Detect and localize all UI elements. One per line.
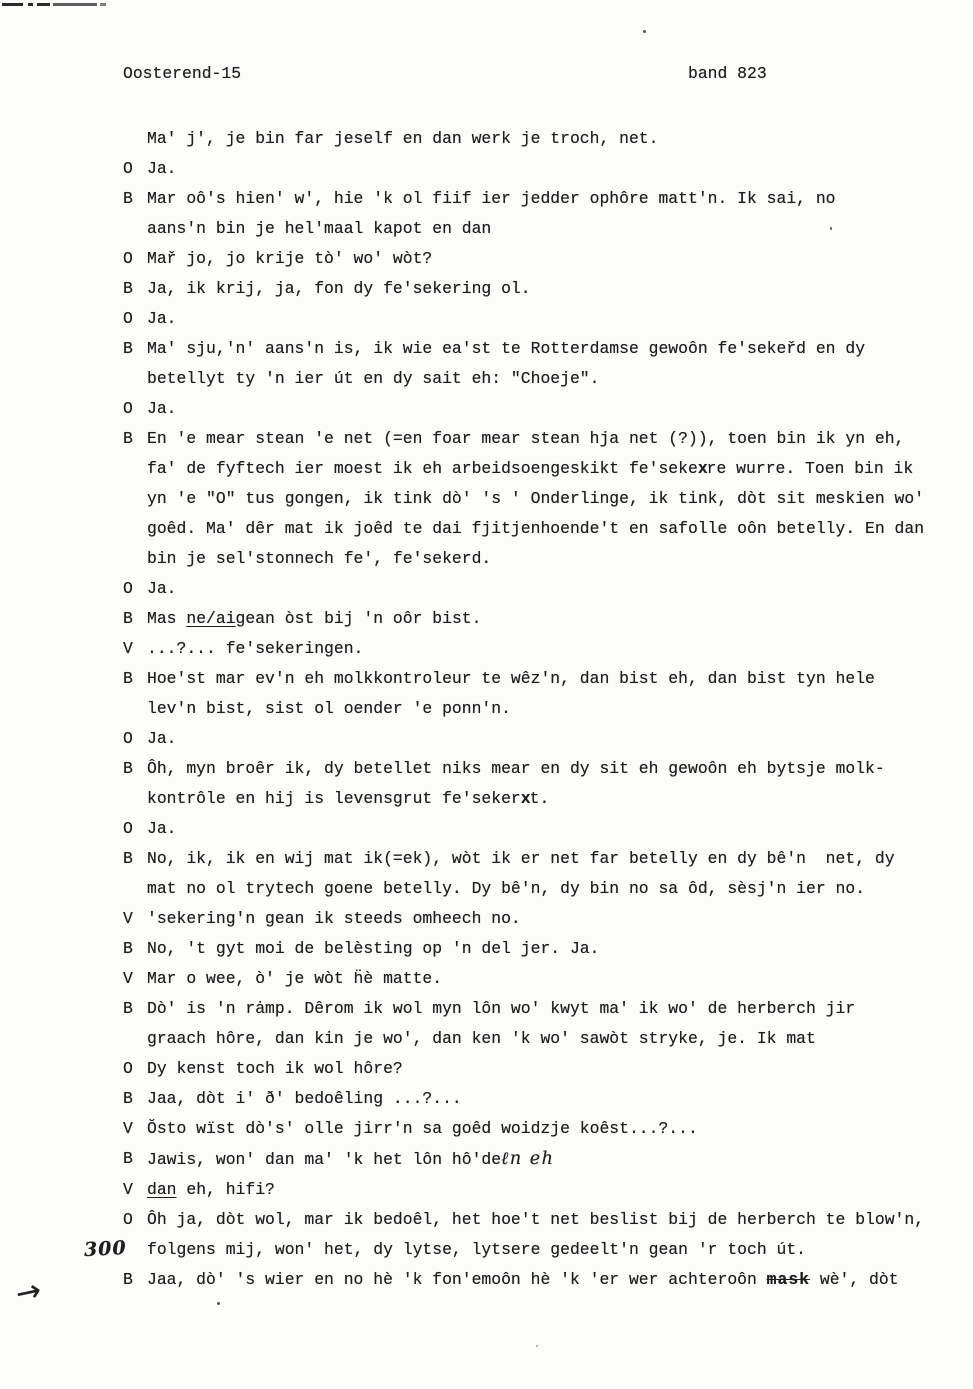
text-segment: Hoe'st mar ev'n eh molkkontroleur te wêz'n, dan bist eh, dan bist tyn hele	[147, 669, 875, 688]
text-segment: Ja.	[147, 309, 177, 328]
speaker-label: V	[123, 1119, 133, 1138]
text-segment: mat no ol trytech goene betelly. Dy bê'n, dy bin no sa ôd, sèsj'n ier no.	[147, 879, 866, 898]
dialogue-text	[147, 244, 968, 274]
text-segment: betellyt ty 'n ier út en dy sait eh: "Choeje".	[147, 369, 600, 388]
text-segment: Ja, ik krij, ja, fon dy fe'sekering ol.	[147, 279, 531, 298]
speaker-label: B	[123, 759, 133, 778]
text-segment: Dò' is 'n rȧmp. Dêrom ik wol myn lôn wo' kwyt ma' ik wo' de herberch jir	[147, 999, 856, 1018]
text-segment: wè', dòt	[810, 1270, 899, 1289]
dialogue-text	[147, 274, 968, 304]
text-segment: Ma' sju,'n' aans'n is, ik wie ea'st te Rotterdamse gewoôn fe'sekeřd en dy	[147, 339, 866, 358]
text-segment: t.	[529, 789, 550, 808]
dialogue-line	[147, 664, 968, 694]
speck	[536, 1345, 538, 1347]
text-segment-b: x	[520, 789, 530, 808]
edge-mark	[2, 3, 23, 6]
dialogue-entry	[123, 664, 968, 724]
dialogue-line	[147, 424, 968, 454]
text-segment: Ja.	[147, 159, 177, 178]
dialogue-entry	[123, 1084, 968, 1114]
dialogue-line	[147, 274, 968, 304]
dialogue-entry	[123, 1054, 968, 1084]
dialogue-entry	[123, 604, 968, 634]
speaker-label: V	[123, 909, 133, 928]
dialogue-line	[147, 364, 968, 394]
dialogue-line	[147, 814, 968, 844]
speaker-label: V	[123, 639, 133, 658]
dialogue-text	[147, 934, 968, 964]
dialogue-entry	[123, 964, 968, 994]
dialogue-line	[147, 514, 968, 544]
speck	[217, 1302, 220, 1305]
dialogue-line	[147, 544, 968, 574]
text-segment: Mar o wee, ò' je wòt ḧè matte.	[147, 969, 443, 988]
dialogue-text	[147, 1205, 968, 1265]
dialogue-text	[147, 1175, 968, 1205]
text-segment: Jawis, won' dan ma' 'k het lôn hô'de	[147, 1150, 502, 1169]
dialogue-line	[147, 724, 968, 754]
dialogue-text	[147, 604, 968, 634]
speaker-label: O	[123, 399, 133, 418]
dialogue-text	[147, 304, 968, 334]
speaker-label: B	[123, 189, 133, 208]
dialogue-text	[147, 634, 968, 664]
text-segment: bin je sel'stonnech fe', fe'sekerd.	[147, 549, 492, 568]
text-segment: No, 't gyt moi de belèsting op 'n del jer. Ja.	[147, 939, 600, 958]
margin-note-300: 300	[83, 1236, 128, 1262]
text-segment-xs: mask	[766, 1270, 811, 1289]
dialogue-entry	[123, 274, 968, 304]
dialogue-entry	[123, 244, 968, 274]
dialogue-entry	[123, 754, 968, 814]
dialogue-text	[147, 1144, 968, 1175]
dialogue-entry	[123, 574, 968, 604]
dialogue-line	[147, 1024, 968, 1054]
dialogue-line	[147, 1265, 968, 1295]
text-segment: Mar oô's hien' w', hie 'k ol fiif ier jedder ophôre matt'n. Ik sai, no	[147, 189, 836, 208]
dialogue-entry	[123, 184, 968, 244]
edge-mark	[100, 3, 106, 6]
text-segment: Jaa, dò' 's wier en no hè 'k fon'emoôn hè 'k 'er wer achteroôn	[147, 1270, 767, 1289]
dialogue-line	[147, 1175, 968, 1205]
dialogue-line	[147, 694, 968, 724]
text-segment: gean òst bij 'n oôr bist.	[235, 609, 482, 628]
dialogue-line	[147, 964, 968, 994]
text-segment: fa' de fyftech ier moest ik eh arbeidsoengeskikt fe'seke	[147, 459, 698, 478]
text-segment: ...?... fe'sekeringen.	[147, 639, 364, 658]
text-segment: re wurre. Toen bin ik	[706, 459, 914, 478]
dialogue-entry	[123, 154, 968, 184]
speaker-label: B	[123, 339, 133, 358]
text-segment: Ja.	[147, 579, 177, 598]
speaker-label: B	[123, 849, 133, 868]
speaker-label: O	[123, 159, 133, 178]
dialogue-line	[147, 934, 968, 964]
speaker-label: O	[123, 579, 133, 598]
dialogue-text	[147, 574, 968, 604]
dialogue-text	[147, 964, 968, 994]
text-segment: folgens mij, won' het, dy lytse, lytsere gedeelt'n gean 'r toch út.	[147, 1240, 807, 1259]
edge-mark	[37, 3, 50, 6]
text-segment: yn 'e "O" tus gongen, ik tink dò' 's ' Onderlinge, ik tink, dòt sit meskien wo'	[147, 489, 925, 508]
dialogue-line	[147, 604, 968, 634]
text-segment: No, ik, ik en wij mat ik(=ek), wòt ik er net far betelly en dy bê'n net, dy	[147, 849, 895, 868]
speaker-label: B	[123, 1089, 133, 1108]
speaker-label	[123, 124, 147, 154]
dialogue-line	[147, 1205, 968, 1235]
dialogue-entry	[123, 1175, 968, 1205]
text-segment: aans'n bin je hel'maal kapot en dan	[147, 219, 492, 238]
dialogue-line	[147, 454, 968, 484]
text-segment: Mas	[147, 609, 187, 628]
dialogue-text	[147, 994, 968, 1054]
text-segment-h: ℓn eh	[501, 1149, 555, 1169]
text-segment: Ja.	[147, 729, 177, 748]
dialogue-text	[147, 184, 968, 244]
dialogue-text	[147, 814, 968, 844]
speaker-label: B	[123, 1149, 133, 1168]
dialogue-text	[147, 754, 968, 814]
dialogue-text	[147, 1084, 968, 1114]
speaker-label: O	[123, 1059, 133, 1078]
dialogue-entry	[123, 1205, 968, 1265]
dialogue-line	[147, 1235, 968, 1265]
speaker-label: B	[123, 939, 133, 958]
edge-mark	[28, 3, 33, 6]
speaker-label: B	[123, 279, 133, 298]
dialogue-line	[147, 1144, 968, 1175]
text-segment: Dy kenst toch ik wol hôre?	[147, 1059, 403, 1078]
dialogue-line	[147, 1084, 968, 1114]
dialogue-line	[147, 574, 968, 604]
speaker-label: O	[123, 729, 133, 748]
speaker-label: B	[123, 429, 133, 448]
text-segment-u: ne/ai	[186, 609, 236, 628]
dialogue-text	[147, 724, 968, 754]
text-segment: 'sekering'n gean ik steeds omheech no.	[147, 909, 521, 928]
dialogue-entry	[123, 814, 968, 844]
text-segment: goêd. Ma' dêr mat ik joêd te dai fjitjenhoende't en safolle oôn betelly. En dan	[147, 519, 925, 538]
dialogue-line	[147, 394, 968, 424]
text-segment-b: x	[697, 459, 707, 478]
dialogue-entry	[123, 724, 968, 754]
dialogue-line	[147, 124, 968, 154]
speaker-label: V	[123, 1180, 133, 1199]
dialogue-text	[147, 664, 968, 724]
speaker-label: B	[123, 669, 133, 688]
text-segment: Ma' j', je bin far jeself en dan werk je troch, net.	[147, 129, 659, 148]
dialogue-line	[147, 214, 968, 244]
dialogue-entry	[123, 1144, 968, 1175]
dialogue-text	[147, 904, 968, 934]
dialogue-entry	[123, 994, 968, 1054]
text-segment: lev'n bist, sist ol oender 'e ponn'n.	[147, 699, 511, 718]
speaker-label: O	[123, 1210, 133, 1229]
dialogue-entry	[123, 394, 968, 424]
dialogue-entry	[123, 844, 968, 904]
dialogue-line	[147, 1114, 968, 1144]
speaker-label: O	[123, 249, 133, 268]
speaker-label: V	[123, 969, 133, 988]
speaker-label: O	[123, 309, 133, 328]
text-segment: Ja.	[147, 819, 177, 838]
dialogue-line	[147, 184, 968, 214]
text-segment: En 'e mear stean 'e net (=en foar mear stean hja net (?)), toen bin ik yn eh,	[147, 429, 905, 448]
dialogue-entry	[123, 1265, 968, 1295]
dialogue-line	[147, 904, 968, 934]
dialogue-entry	[123, 934, 968, 964]
text-segment: Jaa, dòt i' ð' bedoêling ...?...	[147, 1089, 462, 1108]
dialogue-text	[147, 124, 968, 154]
dialogue-entry	[123, 304, 968, 334]
dialogue-line	[147, 844, 968, 874]
dialogue-entry	[123, 1114, 968, 1144]
dialogue-text	[147, 1054, 968, 1084]
dialogue-text	[147, 844, 968, 904]
text-segment: Ôh, myn broêr ik, dy betellet niks mear en dy sit eh gewoôn eh bytsje molk-	[147, 759, 885, 778]
text-segment: Ŏsto wïst dò's' olle jirr'n sa goêd woidzje koêst...?...	[147, 1119, 698, 1138]
speck	[643, 30, 646, 33]
dialogue-entry	[123, 904, 968, 934]
edge-mark	[53, 3, 97, 6]
dialogue-line	[147, 784, 968, 814]
speaker-label: B	[123, 609, 133, 628]
dialogue-line	[147, 1054, 968, 1084]
dialogue-line	[147, 994, 968, 1024]
dialogue-entry	[123, 124, 968, 154]
dialogue-line	[147, 754, 968, 784]
arrow-right-icon: →	[12, 1272, 45, 1313]
page-title: Oosterend-15	[123, 64, 242, 83]
dialogue-line	[147, 304, 968, 334]
speaker-label: B	[123, 999, 133, 1018]
text-segment: Ja.	[147, 399, 177, 418]
text-segment: graach hôre, dan kin je wo', dan ken 'k wo' sawòt stryke, je. Ik mat	[147, 1029, 816, 1048]
dialogue-text	[147, 334, 968, 394]
dialogue-line	[147, 334, 968, 364]
dialogue-entry	[123, 634, 968, 664]
dialogue-entry	[123, 334, 968, 394]
text-segment: kontrôle en hij is levensgrut fe'seker	[147, 789, 521, 808]
dialogue-line	[147, 244, 968, 274]
text-segment-u: dan	[147, 1180, 177, 1199]
dialogue-line	[147, 484, 968, 514]
text-segment: Mař jo, jo krije tò' wo' wòt?	[147, 249, 433, 268]
dialogue-line	[147, 874, 968, 904]
dialogue-text	[147, 424, 968, 574]
dialogue-entry	[123, 424, 968, 574]
dialogue-text	[147, 1114, 968, 1144]
text-segment: eh, hifi?	[176, 1180, 275, 1199]
dialogue-text	[147, 1265, 968, 1295]
speaker-label: B	[123, 1270, 133, 1289]
dialogue-line	[147, 154, 968, 184]
dialogue-text	[147, 394, 968, 424]
text-segment: Ôh ja, dòt wol, mar ik bedoêl, het hoe't net beslist bij de herberch te blow'n,	[147, 1210, 925, 1229]
dialogue-text	[147, 154, 968, 184]
band-number: band 823	[688, 64, 767, 83]
speaker-label: O	[123, 819, 133, 838]
dialogue	[123, 124, 968, 1295]
dialogue-line	[147, 634, 968, 664]
